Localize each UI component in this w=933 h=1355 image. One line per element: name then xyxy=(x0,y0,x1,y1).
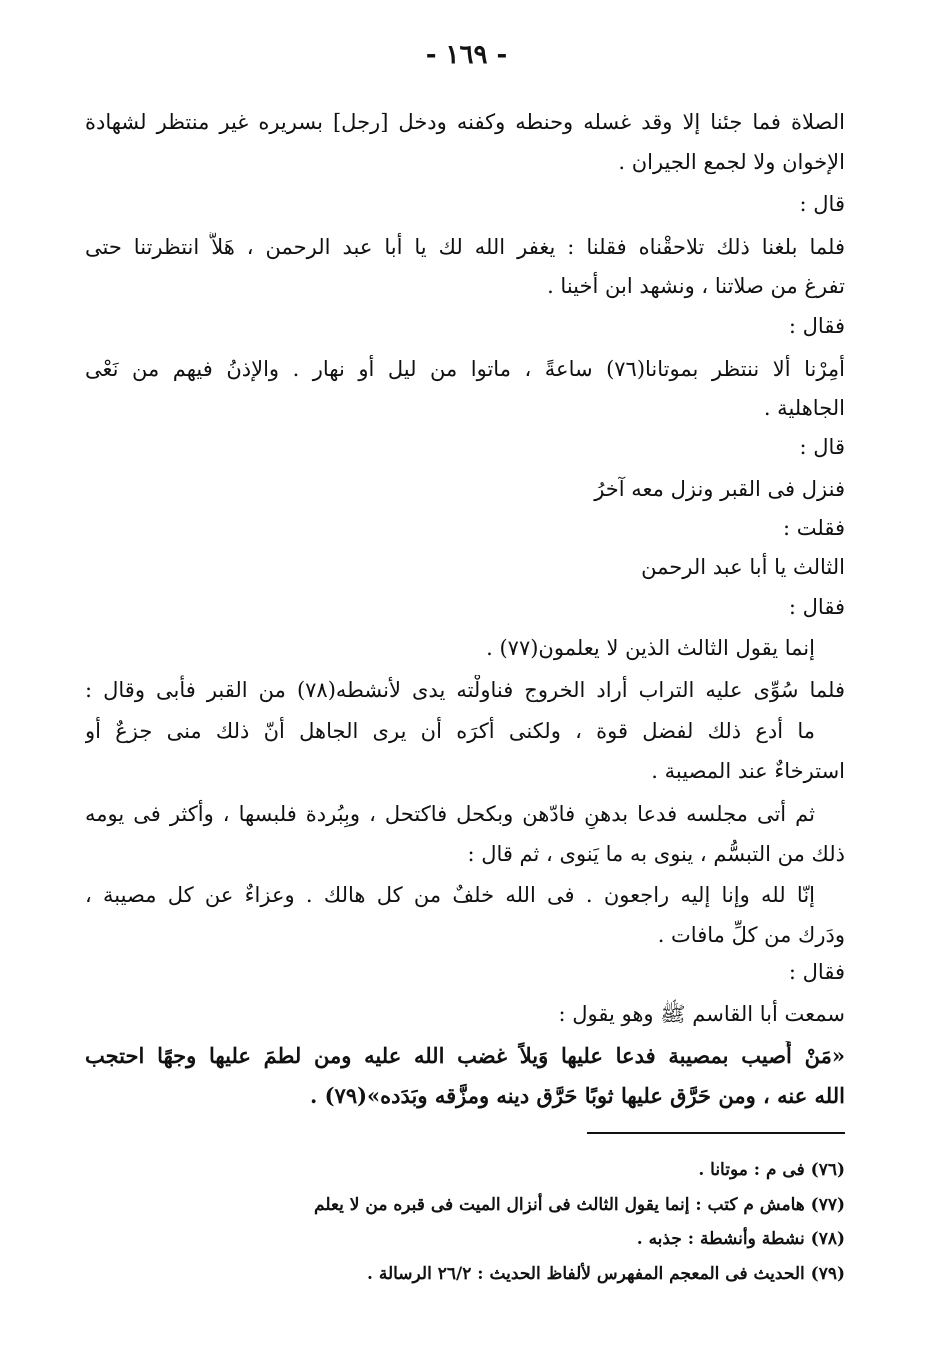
hadith-line: الله عنه ، ومن حَرَّق عليها ثوبًا حَرَّق دينه ومزَّقه وبَدَده»(٧٩) . xyxy=(309,1083,845,1108)
speaker-label: فقال : xyxy=(788,595,845,619)
text-line: إنّا لله وإنا إليه راجعون . فى الله خلفٌ من كل هالك . وعزاءٌ عن كل مصيبة ، xyxy=(85,883,815,907)
speaker-label: قال : xyxy=(799,435,845,459)
footnote: (٧٨) نشطة وأنشطة : جذبه . xyxy=(636,1229,845,1249)
text-line: ما أدع ذلك لفضل قوة ، ولكنى أكرَه أن يرى الجاهل أنّ ذلك منى جزعٌ أو xyxy=(85,719,815,743)
text-line: ثم أتى مجلسه فدعا بدهنٍ فادّهن وبكحل فاكتحل ، وبِبُردة فلبسها ، وأكثر فى يومه xyxy=(85,802,815,826)
text-line: أمِرْنا ألا ننتظر بموتانا(٧٦) ساعةً ، ماتوا من ليل أو نهار . والإذنُ فيهم من نَعْى xyxy=(85,357,845,381)
text-line: ذلك من التبسُّم ، ينوى به ما يَنوى ، ثم قال : xyxy=(467,842,845,866)
text-line: فلما سُوِّى عليه التراب أراد الخروج فناولْته يدى لأنشطه(٧٨) من القبر فأبى وقال : xyxy=(85,678,845,702)
footnote: (٧٧) هامش م كتب : إنما يقول الثالث فى أنزال الميت فى قبره من لا يعلم xyxy=(314,1195,845,1215)
speaker-label: قال : xyxy=(799,192,845,216)
speaker-label: فقال : xyxy=(788,960,845,984)
text-line: ودَرك من كلِّ مافات . xyxy=(657,923,845,947)
hadith-line: «مَنْ أُصيب بمصيبة فدعا عليها وَيلاً غضب الله عليه ومن لطمَ عليها وجهًا احتجب xyxy=(85,1043,845,1068)
footnote: (٧٩) الحديث فى المعجم المفهرس لألفاظ الحديث : ٢٦/٢ الرسالة . xyxy=(367,1264,845,1284)
text-line: استرخاءٌ عند المصيبة . xyxy=(651,759,845,783)
speaker-label: فقلت : xyxy=(783,516,845,540)
text-line: الجاهلية . xyxy=(763,396,845,420)
text-line: الإخوان ولا لجمع الجيران . xyxy=(618,150,845,174)
page-number: - ١٦٩ - xyxy=(425,40,508,70)
text-line: فنزل فى القبر ونزل معه آخرُ xyxy=(594,477,845,501)
text-line: تفرغ من صلاتنا ، ونشهد ابن أخينا . xyxy=(547,274,845,298)
text-line: الثالث يا أبا عبد الرحمن xyxy=(641,555,845,579)
text-line: إنما يقول الثالث الذين لا يعلمون(٧٧) . xyxy=(486,636,815,660)
footnote: (٧٦) فى م : موتانا . xyxy=(698,1160,845,1180)
footnote-separator xyxy=(587,1132,845,1134)
text-line: فلما بلغنا ذلك تلاحقْناه فقلنا : يغفر الله لك يا أبا عبد الرحمن ، هَلاَّ انتظرتنا حتى xyxy=(85,235,845,259)
speaker-label: فقال : xyxy=(788,314,845,338)
text-line: الصلاة فما جئنا إلا وقد غسله وحنطه وكفنه ودخل [رجل] بسريره غير منتظر لشهادة xyxy=(85,110,845,134)
text-line: سمعت أبا القاسم ﷺ وهو يقول : xyxy=(558,1002,845,1026)
